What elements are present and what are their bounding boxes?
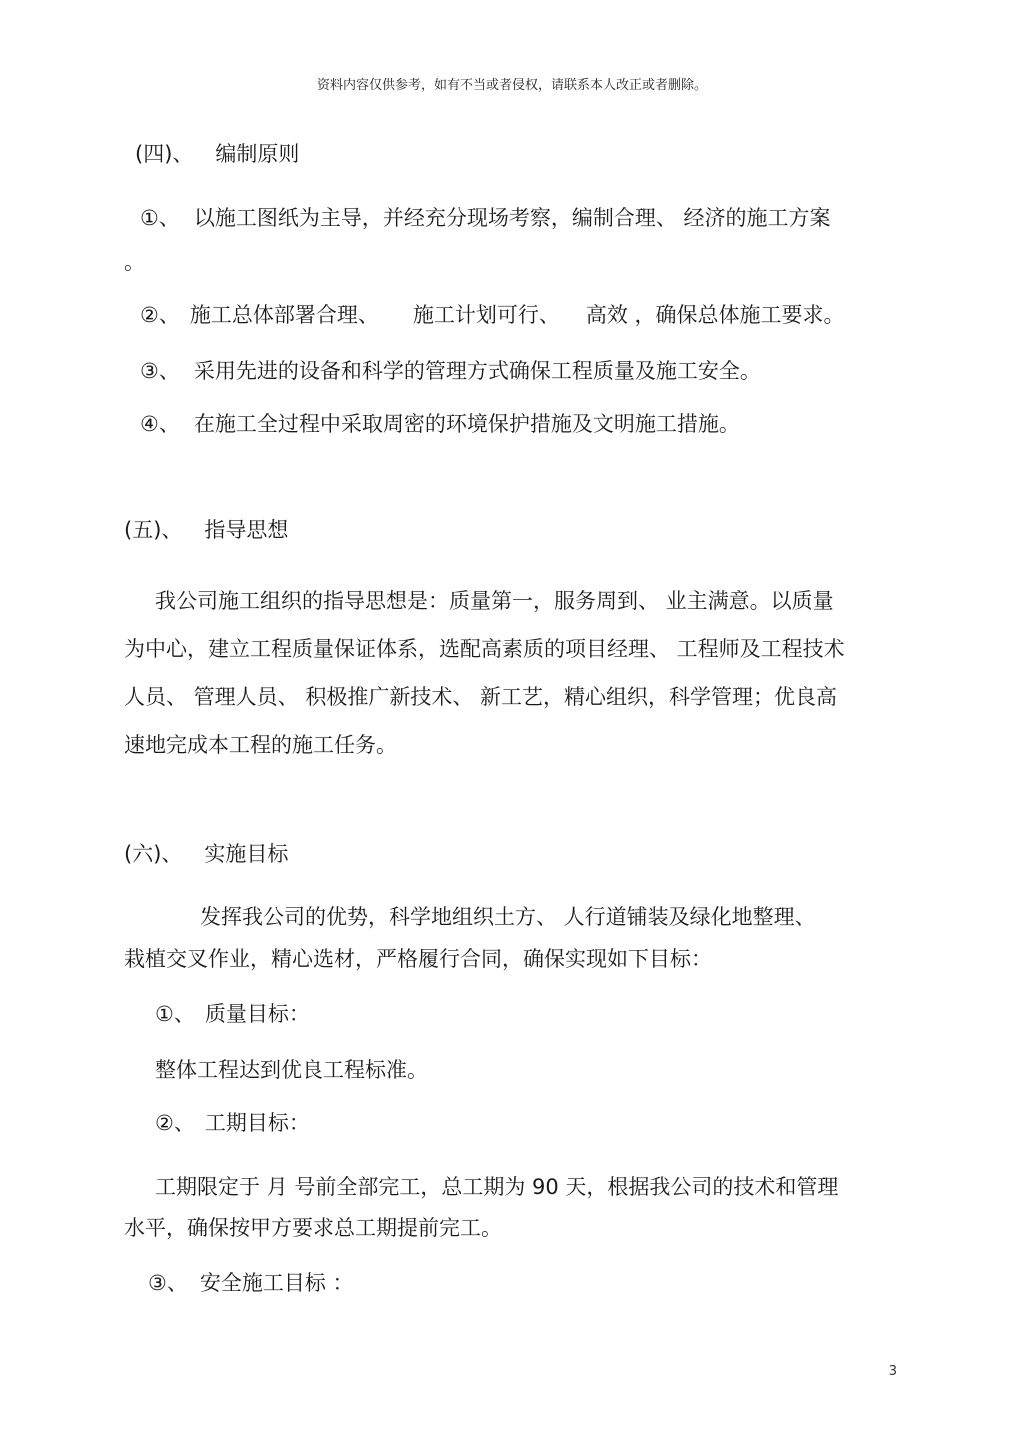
goal-1-text: 整体工程达到优良工程标准。 bbox=[155, 1058, 428, 1082]
item-number: ②、 bbox=[155, 1111, 195, 1135]
goal-label: 工期目标： bbox=[204, 1111, 310, 1135]
page-number: 3 bbox=[888, 1364, 897, 1379]
paragraph-line: 为中心，建立工程质量保证体系，选配高素质的项目经理、 工程师及工程技术 bbox=[124, 637, 845, 661]
principle-item-2 bbox=[140, 303, 845, 328]
item-number: ④、 bbox=[140, 412, 180, 436]
item-text-part-3: 高效 ，确保总体施工要求。 bbox=[585, 303, 845, 327]
item-text-part-2: 施工计划可行、 bbox=[412, 303, 560, 327]
paragraph-line: 我公司施工组织的指导思想是：质量第一，服务周到、 业主满意。以质量 bbox=[155, 589, 834, 613]
item-number: ①、 bbox=[140, 206, 180, 230]
paragraph-line: 栽植交叉作业，精心选材，严格履行合同，确保实现如下目标： bbox=[124, 947, 712, 971]
paragraph-line: 人员、 管理人员、 积极推广新技术、 新工艺，精心组织，科学管理；优良高 bbox=[124, 685, 838, 709]
section-5-heading bbox=[124, 518, 288, 543]
item-number: ③、 bbox=[140, 359, 180, 383]
goal-2-heading bbox=[155, 1111, 310, 1136]
item-text: 在施工全过程中采取周密的环境保护措施及文明施工措施。 bbox=[193, 412, 740, 436]
section-4-number: (四)、 bbox=[135, 142, 194, 166]
principle-item-4 bbox=[140, 412, 740, 437]
section-5-number: (五)、 bbox=[124, 518, 183, 542]
section-6-title: 实施目标 bbox=[204, 842, 289, 866]
principle-item-3 bbox=[140, 359, 761, 384]
item-number: ②、 bbox=[140, 303, 180, 327]
paragraph-line: 发挥我公司的优势，科学地组织土方、 人行道铺装及绿化地整理、 bbox=[200, 905, 816, 929]
principle-item-1 bbox=[140, 206, 831, 231]
item-text: 采用先进的设备和科学的管理方式确保工程质量及施工安全。 bbox=[193, 359, 761, 383]
goal-1-heading bbox=[155, 1002, 310, 1027]
section-6-heading bbox=[124, 842, 288, 867]
goal-label: 质量目标： bbox=[204, 1002, 310, 1026]
item-text: 施工总体部署合理、 bbox=[189, 303, 379, 327]
paragraph-line: 工期限定于 月 号前全部完工，总工期为 90 天，根据我公司的技术和管理 bbox=[155, 1175, 839, 1199]
item-text: 以施工图纸为主导，并经充分现场考察，编制合理、 经济的施工方案 bbox=[193, 206, 831, 230]
section-4-title: 编制原则 bbox=[215, 142, 300, 166]
goal-label: 安全施工目标 ： bbox=[199, 1271, 354, 1295]
item-number: ③、 bbox=[148, 1271, 188, 1295]
item-number: ①、 bbox=[155, 1002, 195, 1026]
paragraph-line: 水平，确保按甲方要求总工期提前完工。 bbox=[124, 1216, 502, 1240]
page-header-disclaimer: 资料内容仅供参考，如有不当或者侵权，请联系本人改正或者删除。 bbox=[316, 78, 707, 93]
section-5-title: 指导思想 bbox=[204, 518, 289, 542]
goal-3-heading bbox=[148, 1271, 354, 1296]
section-4-heading bbox=[135, 142, 299, 167]
principle-item-1-continuation: 。 bbox=[124, 250, 145, 274]
section-6-number: (六)、 bbox=[124, 842, 183, 866]
paragraph-line: 速地完成本工程的施工任务。 bbox=[124, 733, 397, 757]
